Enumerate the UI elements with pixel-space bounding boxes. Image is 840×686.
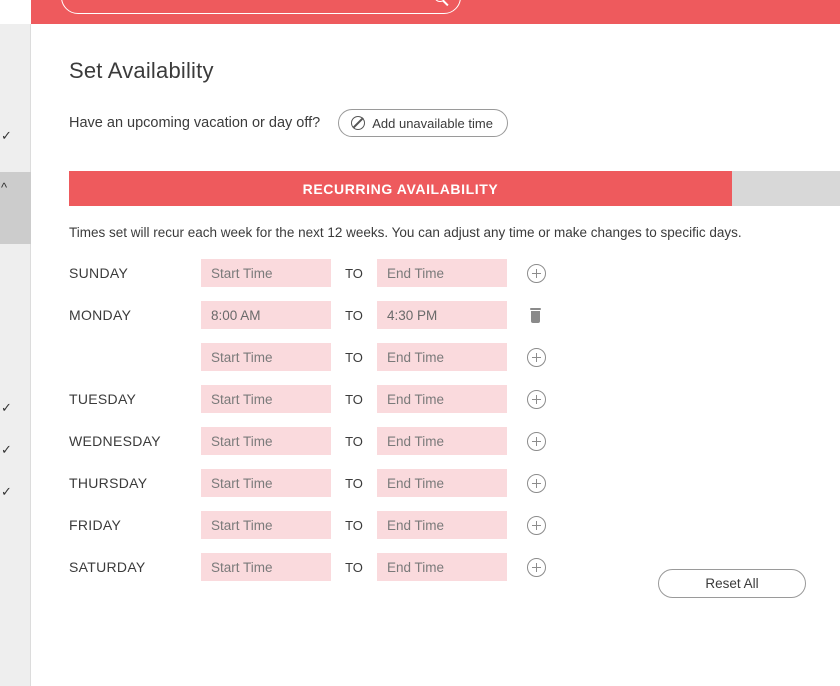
day-label: MONDAY xyxy=(69,307,132,323)
add-time-slot-button[interactable] xyxy=(507,264,553,283)
start-time-input[interactable] xyxy=(201,343,331,371)
sidebar-item-caret[interactable]: ^ xyxy=(1,180,8,195)
delete-time-slot-button[interactable] xyxy=(507,308,553,323)
add-unavailable-time-button[interactable] xyxy=(338,109,508,137)
sidebar-item-check-2[interactable]: ✓ xyxy=(1,400,12,415)
to-label: TO xyxy=(345,559,363,575)
start-time-input[interactable] xyxy=(201,553,331,581)
end-time-input[interactable] xyxy=(377,427,507,455)
plus-circle-icon xyxy=(527,558,546,577)
schedule-row xyxy=(69,294,609,336)
trash-icon xyxy=(529,308,542,323)
day-label: WEDNESDAY xyxy=(69,433,161,449)
availability-schedule xyxy=(69,252,609,588)
plus-circle-icon xyxy=(527,264,546,283)
add-time-slot-button[interactable] xyxy=(507,348,553,367)
start-time-input[interactable] xyxy=(201,259,331,287)
day-label: SUNDAY xyxy=(69,265,129,281)
to-label: TO xyxy=(345,517,363,533)
page-title: Set Availability xyxy=(69,58,214,83)
add-time-slot-button[interactable] xyxy=(507,474,553,493)
vacation-row xyxy=(69,109,508,137)
to-label: TO xyxy=(345,391,363,407)
start-time-input[interactable] xyxy=(201,301,331,329)
top-bar xyxy=(31,0,840,24)
end-time-input[interactable] xyxy=(377,469,507,497)
end-time-input[interactable] xyxy=(377,301,507,329)
plus-circle-icon xyxy=(527,474,546,493)
add-time-slot-button[interactable] xyxy=(507,432,553,451)
tab-recurring-availability[interactable] xyxy=(69,171,732,206)
end-time-input[interactable] xyxy=(377,343,507,371)
schedule-row xyxy=(69,252,609,294)
plus-circle-icon xyxy=(527,516,546,535)
plus-circle-icon xyxy=(527,348,546,367)
add-unavailable-time-label: Add unavailable time xyxy=(372,115,493,131)
search-icon xyxy=(434,0,446,2)
day-label: SATURDAY xyxy=(69,559,146,575)
vacation-prompt: Have an upcoming vacation or day off? xyxy=(69,115,321,131)
start-time-input[interactable] xyxy=(201,427,331,455)
add-time-slot-button[interactable] xyxy=(507,516,553,535)
schedule-row xyxy=(69,462,609,504)
main-content xyxy=(32,24,840,686)
schedule-row xyxy=(69,546,609,588)
sidebar-item-check-3[interactable]: ✓ xyxy=(1,442,12,457)
start-time-input[interactable] xyxy=(201,511,331,539)
start-time-input[interactable] xyxy=(201,469,331,497)
add-time-slot-button[interactable] xyxy=(507,558,553,577)
schedule-row xyxy=(69,504,609,546)
schedule-row xyxy=(69,336,609,378)
to-label: TO xyxy=(345,475,363,491)
to-label: TO xyxy=(345,265,363,281)
end-time-input[interactable] xyxy=(377,511,507,539)
schedule-row xyxy=(69,420,609,462)
end-time-input[interactable] xyxy=(377,259,507,287)
to-label: TO xyxy=(345,433,363,449)
start-time-input[interactable] xyxy=(201,385,331,413)
tab-secondary[interactable] xyxy=(732,171,840,206)
day-label: TUESDAY xyxy=(69,391,137,407)
day-label: THURSDAY xyxy=(69,475,148,491)
plus-circle-icon xyxy=(527,432,546,451)
availability-tabs xyxy=(69,171,840,206)
left-sidebar xyxy=(0,24,31,686)
to-label: TO xyxy=(345,349,363,365)
sidebar-item-check-4[interactable]: ✓ xyxy=(1,484,12,499)
reset-all-button[interactable]: Reset All xyxy=(658,569,806,598)
to-label: TO xyxy=(345,307,363,323)
recurrence-note: Times set will recur each week for the next 12 weeks. You can adjust any time or make changes to specific days. xyxy=(69,225,742,240)
tab-recurring-availability-label: RECURRING AVAILABILITY xyxy=(302,180,499,197)
add-time-slot-button[interactable] xyxy=(507,390,553,409)
no-entry-icon xyxy=(351,116,365,130)
day-label: FRIDAY xyxy=(69,517,122,533)
end-time-input[interactable] xyxy=(377,385,507,413)
sidebar-item-check-1[interactable]: ✓ xyxy=(1,128,12,143)
schedule-row xyxy=(69,378,609,420)
plus-circle-icon xyxy=(527,390,546,409)
search-input[interactable] xyxy=(61,0,461,14)
end-time-input[interactable] xyxy=(377,553,507,581)
